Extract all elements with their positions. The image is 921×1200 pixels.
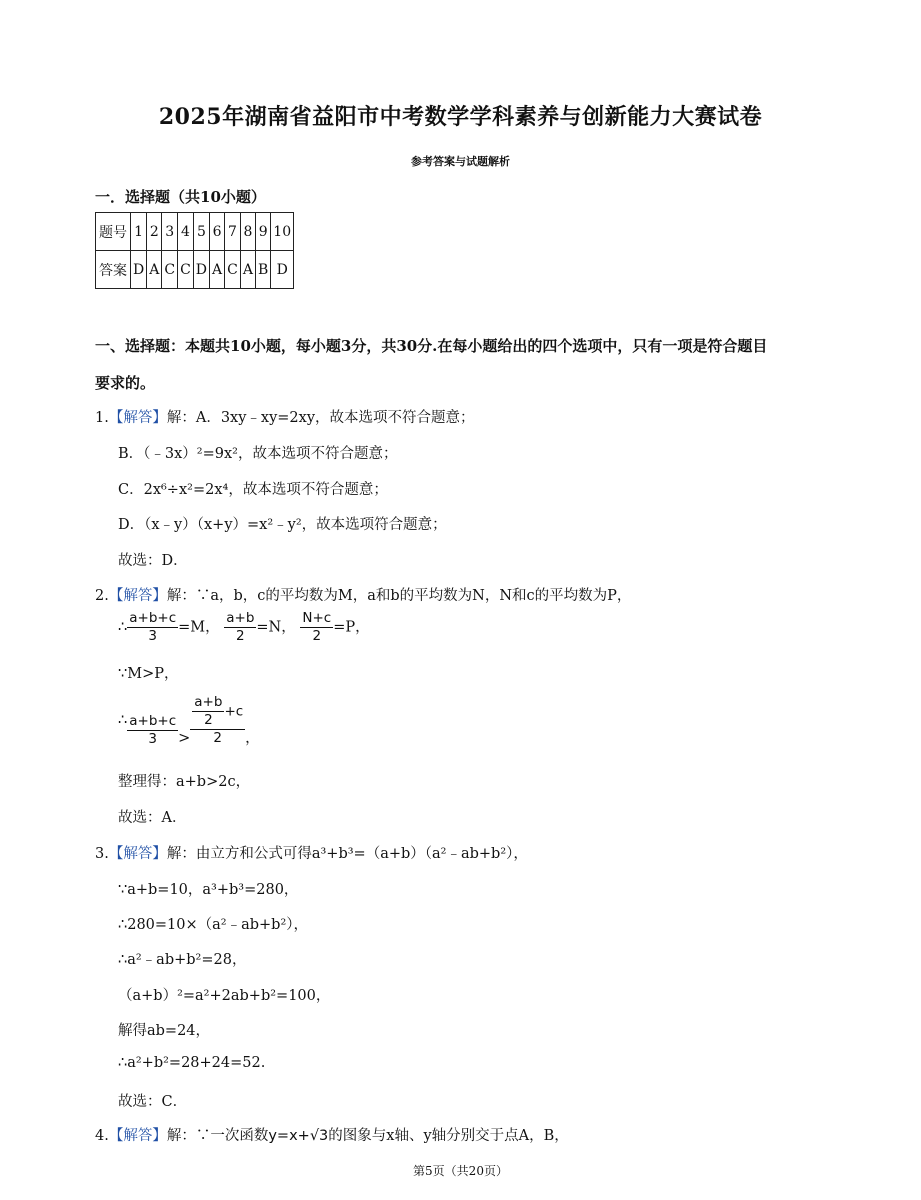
q2-line-1	[95, 584, 631, 605]
fraction-denominator: 3	[148, 730, 157, 747]
table-cell: D	[271, 251, 294, 289]
page-footer: 第5页（共20页）	[413, 1164, 508, 1178]
fraction-numerator: a+b	[226, 610, 255, 626]
answer-table	[95, 212, 294, 289]
q2-line-4	[118, 694, 260, 748]
fraction-numerator: a+b+c	[129, 610, 177, 626]
table-cell: 9	[256, 213, 271, 251]
q3-choice: 故选：C．	[118, 1094, 188, 1110]
table-cell: 6	[210, 213, 225, 251]
q3-line-7: ∴a²+b²=28+24=52.	[118, 1055, 266, 1071]
q1-option-b: B．（﹣3x）²=9x²，故本选项不符合题意；	[118, 446, 398, 462]
table-cell: C	[162, 251, 178, 289]
fraction-denominator: 2	[236, 628, 245, 644]
q3-number: 3.	[95, 846, 109, 862]
q1-number: 1.	[95, 410, 109, 426]
fraction-p-right	[190, 694, 245, 747]
table-cell: B	[256, 251, 271, 289]
equals-m: =M，	[178, 619, 220, 636]
table-label-answer: 答案	[96, 251, 131, 289]
table-cell: C	[178, 251, 194, 289]
fraction-m-left	[127, 713, 178, 748]
sqrt-three: √3	[309, 1128, 329, 1144]
fraction-denominator: 3	[148, 628, 157, 644]
table-cell: A	[147, 251, 162, 289]
section-header-choice: 一．选择题（共10小题）	[95, 188, 266, 206]
answer-table-answer-row	[96, 251, 294, 289]
q4-solution-tag: 【解答】	[108, 1128, 167, 1144]
fraction-denominator: 2	[312, 628, 322, 644]
q4-post: 的图象与x轴、y轴分别交于点A，B，	[328, 1128, 569, 1144]
inner-fraction	[192, 694, 224, 729]
section-instruction-line-1: 一、选择题：本题共10小题，每小题3分，共30分.在每小题给出的四个选项中，只有一项是符合题目	[95, 337, 768, 355]
fraction-numerator: a+b+c	[129, 712, 177, 729]
table-cell: 5	[193, 213, 209, 251]
comma: ，	[245, 730, 260, 747]
table-cell: 4	[178, 213, 194, 251]
q3-line-1	[95, 842, 528, 863]
fraction-n	[224, 610, 256, 645]
table-cell: D	[193, 251, 209, 289]
table-cell: 10	[271, 213, 294, 251]
table-cell: C	[225, 251, 241, 289]
greater-than-sign: >	[178, 730, 191, 747]
q2-choice: 故选：A．	[118, 810, 187, 826]
q3-solution-tag: 【解答】	[108, 846, 167, 862]
therefore-sign: ∴	[118, 712, 128, 729]
document-title: 2025年湖南省益阳市中考数学学科素养与创新能力大赛试卷	[158, 104, 763, 130]
table-cell: A	[240, 251, 255, 289]
q3-line-3: ∴280=10×（a²﹣ab+b²），	[118, 917, 309, 933]
fraction-numerator: N+c	[302, 610, 332, 626]
fraction-p	[300, 610, 333, 645]
q1-option-c: C．2x⁶÷x²=2x⁴，故本选项不符合题意；	[118, 482, 388, 498]
table-cell: D	[131, 251, 147, 289]
section-instruction-line-2: 要求的。	[95, 374, 156, 392]
table-cell: 2	[147, 213, 162, 251]
table-cell: A	[210, 251, 225, 289]
table-cell: 1	[131, 213, 147, 251]
q1-option-a: 解：A．3xy﹣xy=2xy，故本选项不符合题意；	[166, 410, 475, 426]
table-cell: 3	[162, 213, 178, 251]
q2-number: 2.	[95, 588, 109, 604]
q4-line-1	[95, 1124, 569, 1145]
q3-line-2: ∵a+b=10，a³+b³=280，	[118, 882, 299, 898]
q2-line-2	[118, 610, 370, 645]
therefore-sign: ∴	[118, 619, 128, 636]
table-cell: 7	[225, 213, 241, 251]
equals-p: =P，	[333, 619, 370, 636]
q4-number: 4.	[95, 1128, 109, 1144]
fraction-denominator: 2	[204, 712, 213, 728]
q2-solution-tag: 【解答】	[108, 588, 167, 604]
q3-formula: 解：由立方和公式可得a³+b³=（a+b）（a²﹣ab+b²），	[166, 846, 528, 862]
equals-n: =N，	[256, 619, 296, 636]
q4-pre: 解：∵一次函数	[166, 1128, 269, 1144]
q4-function: y=x+	[268, 1128, 310, 1144]
fraction-denominator: 2	[213, 730, 223, 746]
fraction-m	[127, 610, 178, 645]
document-subtitle: 参考答案与试题解析	[411, 155, 510, 168]
fraction-numerator: a+b	[194, 694, 223, 710]
q3-line-6: 解得ab=24，	[118, 1023, 211, 1039]
q1-option-d: D．（x﹣y）（x+y）=x²﹣y²，故本选项符合题意；	[118, 517, 447, 533]
q2-given: 解：∵a，b，c的平均数为M，a和b的平均数为N，N和c的平均数为P，	[166, 588, 632, 604]
answer-table-number-row	[96, 213, 294, 251]
table-label-number: 题号	[96, 213, 131, 251]
q1-line-a	[95, 406, 475, 427]
q2-line-3: ∵M>P，	[118, 666, 179, 682]
table-cell: 8	[240, 213, 255, 251]
q1-solution-tag: 【解答】	[108, 410, 167, 426]
q3-line-5: （a+b）²=a²+2ab+b²=100，	[118, 988, 331, 1004]
q3-line-4: ∴a²﹣ab+b²=28，	[118, 952, 247, 968]
q1-choice: 故选：D．	[118, 553, 188, 569]
q2-line-5: 整理得：a+b>2c，	[118, 774, 251, 790]
compound-numerator	[190, 694, 245, 730]
plus-c: +c	[224, 703, 244, 720]
